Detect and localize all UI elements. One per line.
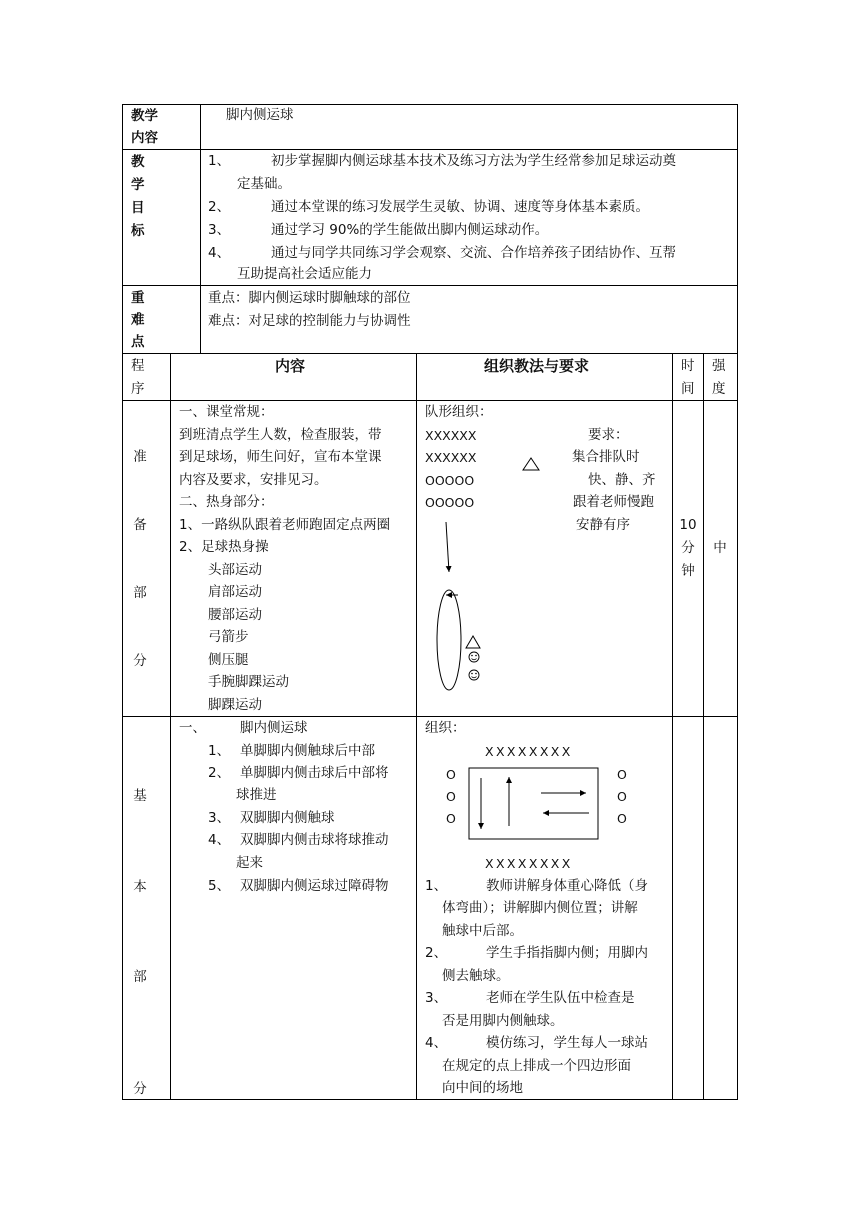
key-point: 重点：脚内侧运球时脚触球的部位 (208, 290, 411, 306)
bottom-player-row: XXXXXXXX (485, 856, 573, 871)
running-loop (437, 590, 461, 690)
prep-content-line: 手腕脚踝运动 (208, 674, 289, 690)
step-num: 3、 (425, 990, 448, 1006)
formation-title: 队形组织： (425, 404, 493, 420)
step-text: 触球中后部。 (442, 923, 523, 939)
step-text: 老师在学生队伍中检查是 (486, 990, 635, 1006)
prep-time: 10 (679, 517, 697, 533)
basic-item-text: 球推进 (236, 787, 277, 803)
org-title: 组织： (425, 720, 466, 736)
prep-label-4: 分 (133, 653, 147, 669)
prep-content-line: 弓箭步 (208, 629, 249, 645)
table-line-col-label (200, 104, 201, 354)
col-procedure: 程序 (131, 358, 145, 397)
basic-item-text: 单脚脚内侧触球后中部 (240, 743, 375, 759)
step-num: 4、 (425, 1035, 448, 1051)
step-text: 否是用脚内侧触球。 (442, 1013, 564, 1029)
table-line-col-method (672, 353, 673, 1100)
basic-item-text: 双脚脚内侧触球 (240, 810, 335, 826)
right-player: O (617, 789, 627, 804)
goal-1-text: 初步掌握脚内侧运球基本技术及练习方法为学生经常参加足球运动奠 (271, 153, 676, 169)
top-player-row: XXXXXXXX (485, 744, 573, 759)
prep-content-line: 腰部运动 (208, 607, 262, 623)
basic-title-num: 一、 (179, 720, 206, 736)
prep-time: 分 (681, 540, 695, 556)
goal-2-num: 2、 (208, 199, 231, 215)
content-label: 教学 内容 (131, 108, 158, 146)
smiley-icon (469, 670, 479, 680)
table-line-row2 (122, 285, 738, 286)
left-player: O (446, 789, 456, 804)
goal-4-num: 4、 (208, 245, 231, 261)
prep-time: 钟 (681, 563, 695, 579)
goal-3-text: 通过学习 90%的学生能做出脚内侧运球动作。 (271, 222, 549, 238)
table-line-col-content (416, 353, 417, 1100)
prep-content-line: 肩部运动 (208, 584, 262, 600)
formation-row: OOOOO (425, 473, 475, 488)
right-player: O (617, 811, 627, 826)
requirement-line: 要求： (588, 427, 629, 443)
prep-label-2: 备 (133, 517, 147, 533)
basic-label-4: 分 (133, 1081, 147, 1097)
goal-3-num: 3、 (208, 222, 231, 238)
goal-4-text: 通过与同学共同练习学会观察、交流、合作培养孩子团结协作、互帮 (271, 245, 676, 261)
goals-label: 教学目标 (131, 154, 145, 239)
step-text: 侧去触球。 (442, 968, 510, 984)
basic-item-text: 起来 (236, 855, 263, 871)
basic-item-text: 双脚脚内侧运球过障碍物 (240, 878, 389, 894)
left-player: O (446, 767, 456, 782)
step-num: 2、 (425, 945, 448, 961)
col-intensity: 强度 (712, 358, 726, 397)
step-text: 在规定的点上排成一个四边形面 (442, 1058, 631, 1074)
goal-4-text-cont: 互助提高社会适应能力 (237, 266, 372, 282)
prep-content-line: 头部运动 (208, 562, 262, 578)
prep-content-line: 到班清点学生人数，检查服装，带 (179, 427, 382, 443)
difficulty-point: 难点：对足球的控制能力与协调性 (208, 313, 411, 329)
smiley-icon (469, 652, 479, 662)
col-method: 组织教法与要求 (484, 357, 590, 375)
goal-1-text-cont: 定基础。 (237, 176, 291, 192)
requirement-line: 跟着老师慢跑 (573, 494, 654, 510)
goal-2-text: 通过本堂课的练习发展学生灵敏、协调、速度等身体基本素质。 (271, 199, 649, 215)
left-player: O (446, 811, 456, 826)
down-arrow-icon (446, 522, 449, 572)
step-text: 学生手指指脚内侧；用脚内 (486, 945, 648, 961)
prep-content-line: 内容及要求，安排见习。 (179, 472, 328, 488)
col-content: 内容 (275, 357, 306, 375)
requirement-line: 快、静、齐 (588, 472, 656, 488)
prep-content-line: 一、课堂常规： (179, 404, 274, 420)
basic-item-text: 双脚脚内侧击球将球推动 (240, 832, 389, 848)
basic-item-num: 5、 (208, 878, 231, 894)
prep-content-line: 1、一路纵队跟着老师跑固定点两圈 (179, 517, 391, 533)
table-border-bottom (122, 1099, 738, 1100)
basic-item-num: 1、 (208, 743, 231, 759)
table-border-left (122, 104, 123, 1100)
table-border-top (122, 104, 738, 105)
col-time: 时间 (681, 358, 695, 397)
prep-content-line: 2、足球热身操 (179, 539, 269, 555)
goal-1-num: 1、 (208, 153, 231, 169)
right-player: O (617, 767, 627, 782)
basic-label-3: 部 (133, 969, 147, 985)
basic-item-num: 2、 (208, 765, 231, 781)
table-line-row3 (122, 353, 738, 354)
prep-content-line: 侧压腿 (208, 652, 249, 668)
basic-item-text: 单脚脚内侧击球后中部将 (240, 765, 389, 781)
table-line-col-proc (170, 353, 171, 1100)
prep-content-line: 到足球场，师生问好，宣布本堂课 (179, 449, 382, 465)
step-text: 体弯曲）；讲解脚内侧位置；讲解 (442, 900, 638, 916)
prep-content-line: 二、热身部分： (179, 494, 274, 510)
practice-field (469, 768, 598, 839)
key-label: 重难点 (131, 290, 145, 350)
table-border-right (737, 104, 738, 1100)
basic-label-1: 基 (133, 788, 147, 804)
step-text: 向中间的场地 (442, 1080, 523, 1096)
step-num: 1、 (425, 878, 448, 894)
formation-row: OOOOO (425, 495, 475, 510)
prep-intensity: 中 (713, 540, 727, 556)
formation-row: XXXXXX (425, 450, 477, 465)
prep-content-line: 脚踝运动 (208, 697, 262, 713)
basic-title: 脚内侧运球 (240, 720, 308, 736)
basic-item-num: 3、 (208, 810, 231, 826)
basic-item-num: 4、 (208, 832, 231, 848)
step-text: 教师讲解身体重心降低（身 (486, 878, 648, 894)
requirement-line: 集合排队时 (572, 449, 640, 465)
content-value: 脚内侧运球 (226, 107, 294, 123)
table-line-col-time (703, 353, 704, 1100)
step-text: 模仿练习，学生每人一球站 (486, 1035, 648, 1051)
teacher-triangle-icon (466, 636, 480, 648)
formation-row: XXXXXX (425, 428, 477, 443)
requirement-line: 安静有序 (576, 517, 630, 533)
basic-label-2: 本 (133, 879, 147, 895)
prep-label-3: 部 (133, 585, 147, 601)
prep-label-1: 准 (133, 449, 147, 465)
teacher-triangle-icon (523, 458, 539, 470)
